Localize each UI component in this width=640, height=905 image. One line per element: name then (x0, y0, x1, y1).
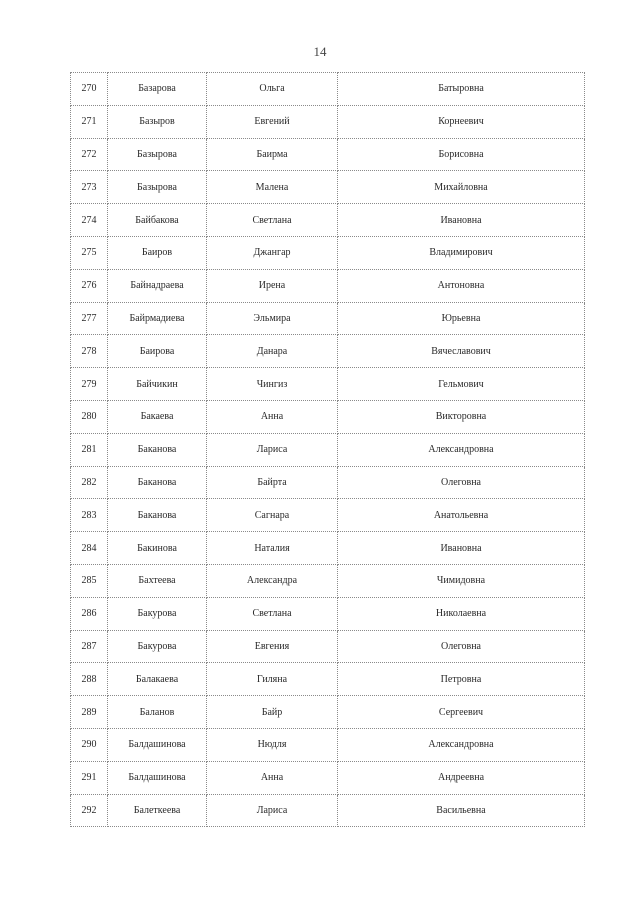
first-name-cell: Лариса (207, 433, 338, 466)
table-row (71, 761, 585, 794)
patronymic-cell: Олеговна (338, 466, 585, 499)
surname-cell: Балдашинова (108, 728, 207, 761)
surname-cell: Баирова (108, 335, 207, 368)
patronymic-cell: Ивановна (338, 204, 585, 237)
patronymic-cell: Чимидовна (338, 564, 585, 597)
surname-cell: Баканова (108, 466, 207, 499)
row-number-cell: 272 (71, 138, 108, 171)
page-number: 14 (313, 44, 327, 59)
first-name-cell: Гиляна (207, 663, 338, 696)
first-name-cell: Александра (207, 564, 338, 597)
patronymic-cell: Юрьевна (338, 302, 585, 335)
first-name-cell: Анна (207, 400, 338, 433)
table-row (71, 663, 585, 696)
first-name-cell: Ольга (207, 73, 338, 106)
table-row (71, 499, 585, 532)
first-name-cell: Наталия (207, 532, 338, 565)
patronymic-cell: Васильевна (338, 794, 585, 827)
row-number-cell: 280 (71, 400, 108, 433)
table-row (71, 269, 585, 302)
patronymic-cell: Петровна (338, 663, 585, 696)
patronymic-cell: Антоновна (338, 269, 585, 302)
surname-cell: Баланов (108, 696, 207, 729)
patronymic-cell: Александровна (338, 728, 585, 761)
table-row (71, 564, 585, 597)
patronymic-cell: Андреевна (338, 761, 585, 794)
first-name-cell: Эльмира (207, 302, 338, 335)
row-number-cell: 278 (71, 335, 108, 368)
row-number-cell: 289 (71, 696, 108, 729)
table-row (71, 433, 585, 466)
table-row (71, 236, 585, 269)
surname-cell: Балдашинова (108, 761, 207, 794)
surname-cell: Байбакова (108, 204, 207, 237)
roster-body (71, 73, 585, 827)
patronymic-cell: Ивановна (338, 532, 585, 565)
surname-cell: Базарова (108, 73, 207, 106)
row-number-cell: 274 (71, 204, 108, 237)
first-name-cell: Баирма (207, 138, 338, 171)
table-row (71, 630, 585, 663)
first-name-cell: Джангар (207, 236, 338, 269)
table-row (71, 73, 585, 106)
surname-cell: Балакаева (108, 663, 207, 696)
patronymic-cell: Гельмович (338, 368, 585, 401)
table-row (71, 105, 585, 138)
first-name-cell: Сагнара (207, 499, 338, 532)
surname-cell: Бакинова (108, 532, 207, 565)
row-number-cell: 287 (71, 630, 108, 663)
surname-cell: Байнадраева (108, 269, 207, 302)
surname-cell: Бакурова (108, 597, 207, 630)
row-number-cell: 271 (71, 105, 108, 138)
surname-cell: Баиров (108, 236, 207, 269)
first-name-cell: Светлана (207, 204, 338, 237)
patronymic-cell: Владимирович (338, 236, 585, 269)
row-number-cell: 290 (71, 728, 108, 761)
first-name-cell: Евгений (207, 105, 338, 138)
row-number-cell: 283 (71, 499, 108, 532)
patronymic-cell: Олеговна (338, 630, 585, 663)
patronymic-cell: Батыровна (338, 73, 585, 106)
surname-cell: Баканова (108, 499, 207, 532)
first-name-cell: Лариса (207, 794, 338, 827)
table-row (71, 696, 585, 729)
first-name-cell: Евгения (207, 630, 338, 663)
row-number-cell: 288 (71, 663, 108, 696)
surname-cell: Байрмадиева (108, 302, 207, 335)
patronymic-cell: Корнеевич (338, 105, 585, 138)
first-name-cell: Ирена (207, 269, 338, 302)
table-row (71, 532, 585, 565)
first-name-cell: Малена (207, 171, 338, 204)
first-name-cell: Чингиз (207, 368, 338, 401)
patronymic-cell: Михайловна (338, 171, 585, 204)
table-row (71, 368, 585, 401)
table-row (71, 794, 585, 827)
surname-cell: Бахтеева (108, 564, 207, 597)
table-row (71, 728, 585, 761)
first-name-cell: Нюдля (207, 728, 338, 761)
row-number-cell: 279 (71, 368, 108, 401)
surname-cell: Базырова (108, 171, 207, 204)
surname-cell: Базыров (108, 105, 207, 138)
row-number-cell: 270 (71, 73, 108, 106)
first-name-cell: Байрта (207, 466, 338, 499)
patronymic-cell: Николаевна (338, 597, 585, 630)
row-number-cell: 281 (71, 433, 108, 466)
table-row (71, 302, 585, 335)
table-row (71, 466, 585, 499)
first-name-cell: Данара (207, 335, 338, 368)
row-number-cell: 292 (71, 794, 108, 827)
surname-cell: Базырова (108, 138, 207, 171)
surname-cell: Балеткеева (108, 794, 207, 827)
surname-cell: Бакурова (108, 630, 207, 663)
table-row (71, 138, 585, 171)
first-name-cell: Анна (207, 761, 338, 794)
row-number-cell: 284 (71, 532, 108, 565)
patronymic-cell: Анатольевна (338, 499, 585, 532)
roster-table (70, 72, 585, 827)
first-name-cell: Байр (207, 696, 338, 729)
row-number-cell: 291 (71, 761, 108, 794)
row-number-cell: 275 (71, 236, 108, 269)
table-row (71, 400, 585, 433)
row-number-cell: 276 (71, 269, 108, 302)
patronymic-cell: Александровна (338, 433, 585, 466)
table-row (71, 204, 585, 237)
table-row (71, 335, 585, 368)
patronymic-cell: Борисовна (338, 138, 585, 171)
row-number-cell: 273 (71, 171, 108, 204)
row-number-cell: 286 (71, 597, 108, 630)
row-number-cell: 285 (71, 564, 108, 597)
row-number-cell: 282 (71, 466, 108, 499)
row-number-cell: 277 (71, 302, 108, 335)
surname-cell: Байчикин (108, 368, 207, 401)
first-name-cell: Светлана (207, 597, 338, 630)
patronymic-cell: Вячеславович (338, 335, 585, 368)
table-row (71, 171, 585, 204)
surname-cell: Баканова (108, 433, 207, 466)
patronymic-cell: Сергеевич (338, 696, 585, 729)
patronymic-cell: Викторовна (338, 400, 585, 433)
table-row (71, 597, 585, 630)
surname-cell: Бакаева (108, 400, 207, 433)
